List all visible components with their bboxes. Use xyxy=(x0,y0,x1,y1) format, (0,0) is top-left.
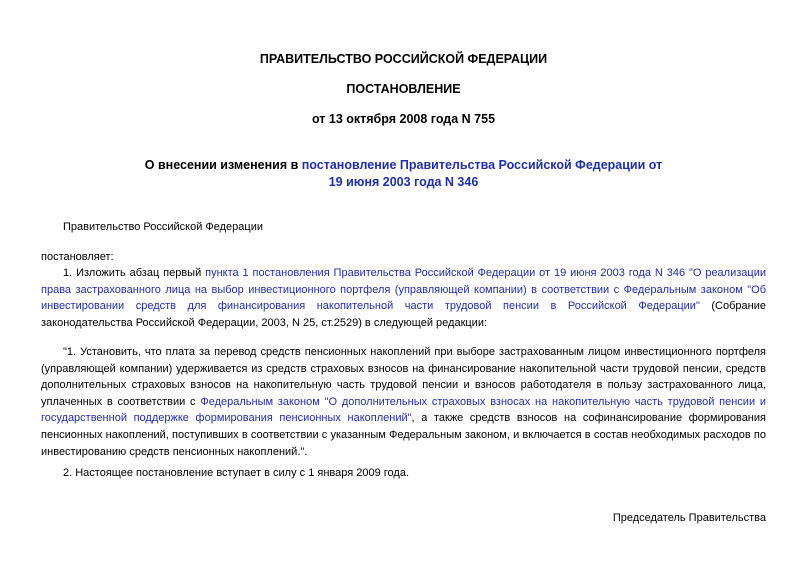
item-1-suffix: (Собрание законодательства Российской Федерации, 2003, N 25, ст.2529) в следующей редакции: xyxy=(41,300,766,329)
new-wording-part-1: "1. Установить, что плата за перевод средств пенсионных накоплений при выборе застрахованным лицом инвестиционного портфеля (управляющей компании) удерживается из средств страховых взносов на финансирование накопительной части трудовой пенсии, средств дополнительных страховых взносов на накопительную часть трудовой пенсии и взносов работодателя в пользу застрахованного лица, уплаченных в соответствии с xyxy=(41,346,766,408)
item-1-link-resolution-clause[interactable]: пункта 1 постановления Правительства Российской Федерации от 19 июня 2003 года N 346 "О реализации права застрахованного лица на выбор инвестиционного портфеля (управляющей компании) в соответствии с Федеральным законом "Об инвестировании средств для финансирования накопительной части трудовой пенсии в Российской Федерации" xyxy=(41,267,766,313)
title-prefix: О внесении изменения в xyxy=(144,158,302,172)
document-type: ПОСТАНОВЛЕНИЕ xyxy=(346,82,461,96)
government-header: ПРАВИТЕЛЬСТВО РОССИЙСКОЙ ФЕДЕРАЦИИ xyxy=(259,52,548,66)
document-date: от 13 октября 2008 года N 755 xyxy=(311,112,496,126)
resolves-line: постановляет: xyxy=(41,251,114,263)
signature-line: Председатель Правительства xyxy=(612,512,766,524)
federal-law-link[interactable]: Федеральным законом "О дополнительных страховых взносах на накопительную часть трудовой пенсии и государственной поддержке формирования пенсионных накоплений" xyxy=(41,395,767,425)
item-1-paragraph xyxy=(41,265,766,331)
new-wording-part-2: , а также средств взносов на софинансирование формирования пенсионных накоплений, поступивших в соответствии с указанным Федеральным законом, и включается в состав необходимых расходов по инвестированию средств пенсионных накоплений.". xyxy=(41,412,766,458)
new-wording-paragraph xyxy=(41,344,766,460)
item-1-prefix: 1. Изложить абзац первый xyxy=(63,267,206,279)
item-2-paragraph: 2. Настоящее постановление вступает в силу с 1 января 2009 года. xyxy=(63,467,410,479)
document-title xyxy=(140,157,667,191)
intro-paragraph: Правительство Российской Федерации xyxy=(63,221,263,233)
title-link-resolution-346[interactable]: постановление Правительства Российской Федерации от 19 июня 2003 года N 346 xyxy=(301,158,663,189)
